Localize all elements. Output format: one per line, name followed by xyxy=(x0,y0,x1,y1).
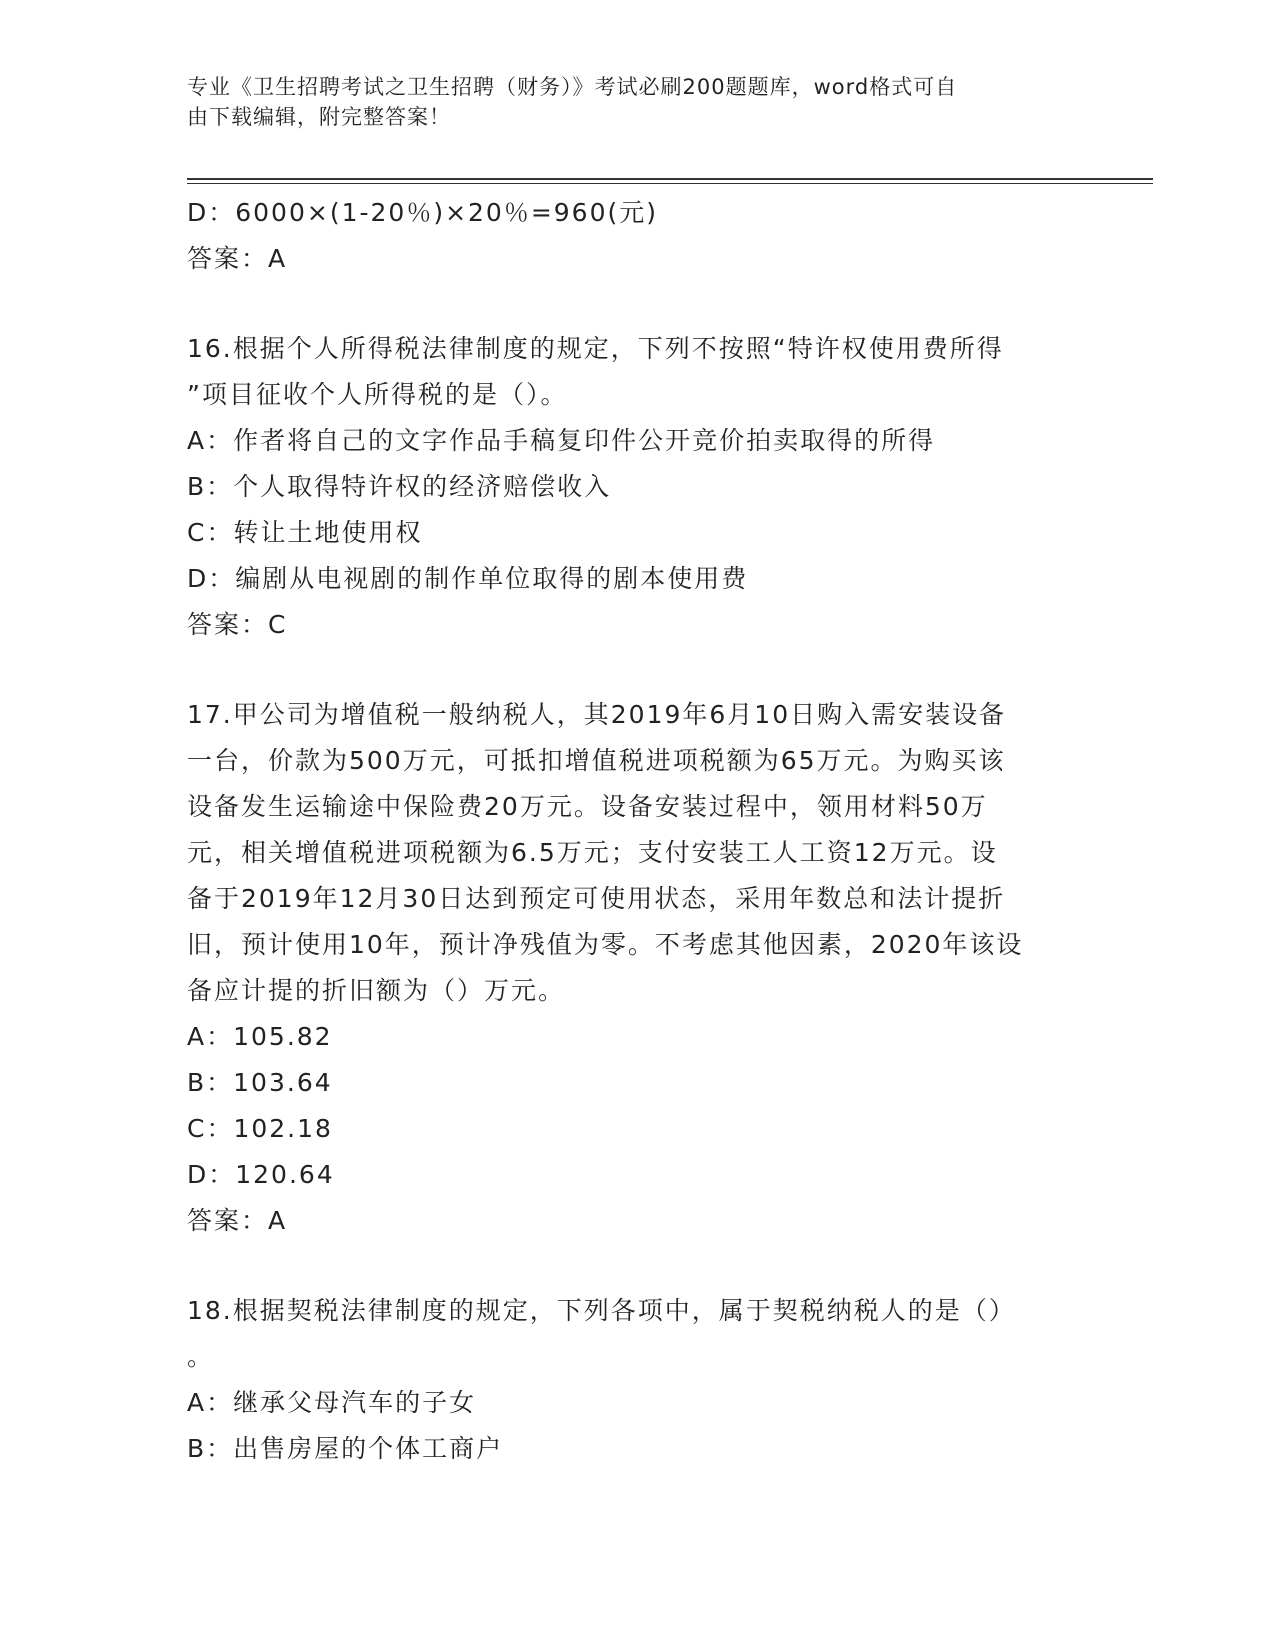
answer: 答案：A xyxy=(187,244,288,273)
option-b: B：出售房屋的个体工商户 xyxy=(187,1434,504,1463)
spacer xyxy=(187,648,1087,692)
header-divider-thick xyxy=(187,178,1153,180)
question-text-line: 备于2019年12月30日达到预定可使用状态，采用年数总和法计提折 xyxy=(187,884,1006,913)
option-b: B：个人取得特许权的经济赔偿收入 xyxy=(187,472,612,501)
spacer xyxy=(187,1244,1087,1288)
question-text-line: 元，相关增值税进项税额为6.5万元；支付安装工人工资12万元。设 xyxy=(187,838,998,867)
question-15-tail xyxy=(187,190,1087,282)
option-c: C：转让土地使用权 xyxy=(187,518,423,547)
question-text-line: 16.根据个人所得税法律制度的规定，下列不按照“特许权使用费所得 xyxy=(187,334,1004,363)
question-16 xyxy=(187,326,1087,648)
option-a: A：继承父母汽车的子女 xyxy=(187,1388,477,1417)
option-d: D：6000×(1-20％)×20％=960(元) xyxy=(187,198,658,227)
option-c: C：102.18 xyxy=(187,1114,333,1143)
question-text-line: 备应计提的折旧额为（）万元。 xyxy=(187,976,566,1005)
answer: 答案：A xyxy=(187,1206,288,1235)
document-body xyxy=(187,190,1087,1472)
question-text-line: 旧，预计使用10年，预计净残值为零。不考虑其他因素，2020年该设 xyxy=(187,930,1024,959)
option-d: D：编剧从电视剧的制作单位取得的剧本使用费 xyxy=(187,564,749,593)
question-17 xyxy=(187,692,1087,1244)
header-title-line-2: 由下载编辑，附完整答案！ xyxy=(187,105,451,129)
question-text-line: 17.甲公司为增值税一般纳税人，其2019年6月10日购入需安装设备 xyxy=(187,700,1007,729)
header-divider-thin xyxy=(187,183,1153,184)
question-text-line: ”项目征收个人所得税的是（）。 xyxy=(187,380,568,409)
question-text-line: 18.根据契税法律制度的规定，下列各项中，属于契税纳税人的是（） xyxy=(187,1296,1016,1325)
option-a: A：105.82 xyxy=(187,1022,333,1051)
option-a: A：作者将自己的文字作品手稿复印件公开竞价拍卖取得的所得 xyxy=(187,426,936,455)
header-title-line-1: 专业《卫生招聘考试之卫生招聘（财务）》考试必刷200题题库，word格式可自 xyxy=(187,75,958,99)
answer: 答案：C xyxy=(187,610,288,639)
question-text-line: 一台，价款为500万元，可抵扣增值税进项税额为65万元。为购买该 xyxy=(187,746,1006,775)
spacer xyxy=(187,282,1087,326)
document-header xyxy=(187,72,1067,132)
question-text-line: 设备发生运输途中保险费20万元。设备安装过程中，领用材料50万 xyxy=(187,792,988,821)
option-d: D：120.64 xyxy=(187,1160,335,1189)
question-text-line: 。 xyxy=(187,1342,215,1371)
question-18 xyxy=(187,1288,1087,1472)
option-b: B：103.64 xyxy=(187,1068,333,1097)
